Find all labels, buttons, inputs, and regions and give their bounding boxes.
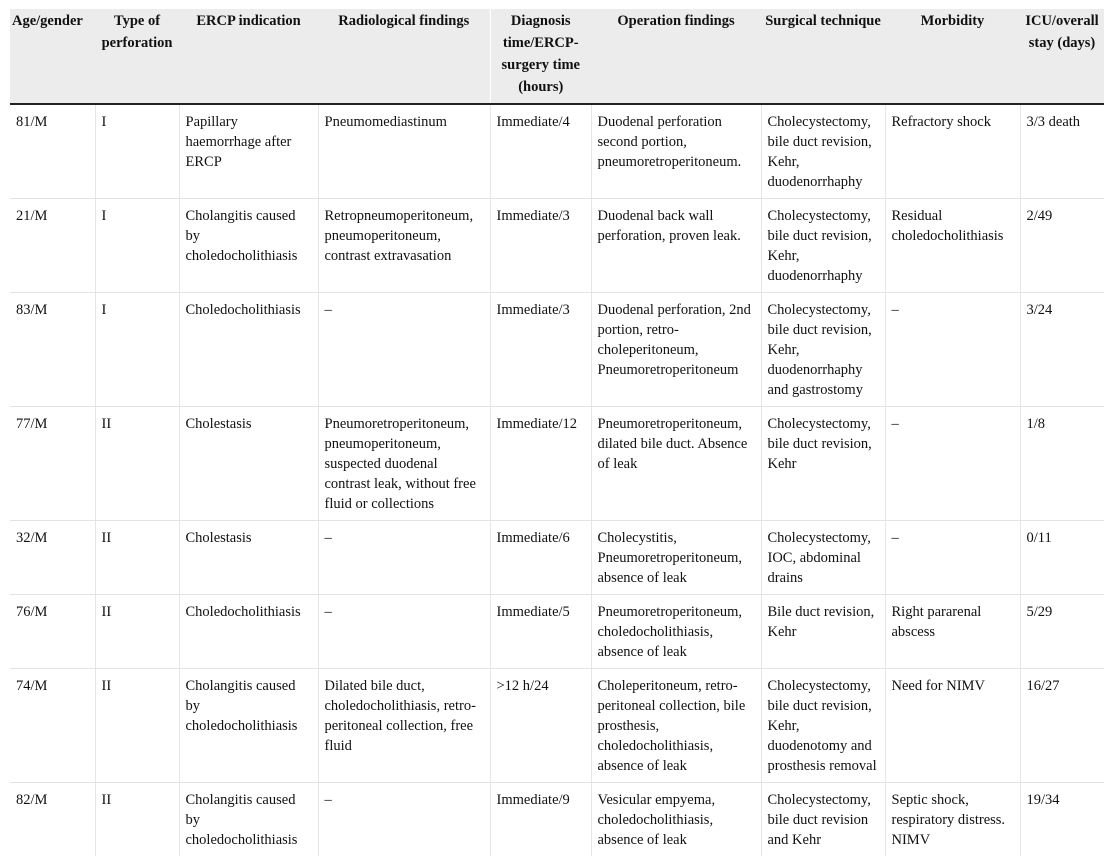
header-operation-findings: Operation findings (591, 9, 761, 104)
cell-ercp-indication: Papillary haemorrhage after ERCP (179, 104, 318, 199)
cell-diagnosis-time: Immediate/12 (490, 407, 591, 521)
table-container (10, 9, 1104, 837)
cell-perforation-type: II (95, 595, 179, 669)
cell-icu-overall-stay: 0/11 (1020, 521, 1104, 595)
header-icu-overall-stay: ICU/overall stay (days) (1020, 9, 1104, 104)
cell-radiological-findings: – (318, 783, 490, 856)
cell-surgical-technique: Cholecystectomy, IOC, abdominal drains (761, 521, 885, 595)
cell-diagnosis-time: Immediate/6 (490, 521, 591, 595)
cell-perforation-type: II (95, 783, 179, 856)
cell-morbidity: – (885, 407, 1020, 521)
cell-morbidity: Need for NIMV (885, 669, 1020, 783)
cell-ercp-indication: Cholestasis (179, 407, 318, 521)
table-row (10, 407, 1104, 521)
cell-icu-overall-stay: 2/49 (1020, 199, 1104, 293)
cell-morbidity: – (885, 293, 1020, 407)
cell-radiological-findings: Pneumoretroperitoneum, pneumoperitoneum, suspected duodenal contrast leak, without free fluid or collections (318, 407, 490, 521)
header-radiological-findings: Radiological findings (318, 9, 490, 104)
cell-diagnosis-time: Immediate/9 (490, 783, 591, 856)
cell-operation-findings: Cholecystitis, Pneumoretroperitoneum, absence of leak (591, 521, 761, 595)
table-row (10, 199, 1104, 293)
cell-diagnosis-time: Immediate/4 (490, 104, 591, 199)
cell-operation-findings: Duodenal perforation, 2nd portion, retro-choleperitoneum, Pneumoretroperitoneum (591, 293, 761, 407)
cell-surgical-technique: Cholecystectomy, bile duct revision, Kehr (761, 407, 885, 521)
cell-icu-overall-stay: 3/24 (1020, 293, 1104, 407)
table-body (10, 104, 1104, 856)
cell-perforation-type: II (95, 407, 179, 521)
header-ercp-indication: ERCP indication (179, 9, 318, 104)
table-row (10, 293, 1104, 407)
cell-perforation-type: I (95, 199, 179, 293)
cell-surgical-technique: Cholecystectomy, bile duct revision and Kehr (761, 783, 885, 856)
cell-ercp-indication: Choledocholithiasis (179, 595, 318, 669)
table-row (10, 669, 1104, 783)
cell-surgical-technique: Cholecystectomy, bile duct revision, Kehr, duodenorrhaphy (761, 104, 885, 199)
cell-perforation-type: II (95, 669, 179, 783)
cell-icu-overall-stay: 19/34 (1020, 783, 1104, 856)
cell-icu-overall-stay: 1/8 (1020, 407, 1104, 521)
cell-age-gender: 83/M (10, 293, 95, 407)
cell-morbidity: Right pararenal abscess (885, 595, 1020, 669)
cell-surgical-technique: Bile duct revision, Kehr (761, 595, 885, 669)
cell-morbidity: Refractory shock (885, 104, 1020, 199)
perforation-cases-table (10, 9, 1104, 856)
cell-icu-overall-stay: 5/29 (1020, 595, 1104, 669)
header-age-gender: Age/gender (10, 9, 95, 104)
cell-diagnosis-time: Immediate/3 (490, 199, 591, 293)
cell-radiological-findings: – (318, 595, 490, 669)
cell-perforation-type: I (95, 104, 179, 199)
cell-perforation-type: I (95, 293, 179, 407)
header-surgical-technique: Surgical technique (761, 9, 885, 104)
cell-ercp-indication: Cholangitis caused by choledocholithiasis (179, 669, 318, 783)
cell-operation-findings: Duodenal perforation second portion, pneumoretroperitoneum. (591, 104, 761, 199)
cell-surgical-technique: Cholecystectomy, bile duct revision, Kehr, duodenorrhaphy (761, 199, 885, 293)
cell-radiological-findings: Retropneumoperitoneum, pneumoperitoneum, contrast extravasation (318, 199, 490, 293)
cell-age-gender: 74/M (10, 669, 95, 783)
cell-age-gender: 76/M (10, 595, 95, 669)
cell-radiological-findings: Dilated bile duct, choledocholithiasis, retro-peritoneal collection, free fluid (318, 669, 490, 783)
cell-operation-findings: Vesicular empyema, choledocholithiasis, absence of leak (591, 783, 761, 856)
cell-operation-findings: Choleperitoneum, retro-peritoneal collection, bile prosthesis, choledocholithiasis, absence of leak (591, 669, 761, 783)
header-type-of-perforation: Type of perforation (95, 9, 179, 104)
cell-radiological-findings: Pneumomediastinum (318, 104, 490, 199)
cell-diagnosis-time: Immediate/5 (490, 595, 591, 669)
cell-morbidity: Residual choledocholithiasis (885, 199, 1020, 293)
cell-diagnosis-time: Immediate/3 (490, 293, 591, 407)
cell-surgical-technique: Cholecystectomy, bile duct revision, Kehr, duodenotomy and prosthesis removal (761, 669, 885, 783)
cell-age-gender: 77/M (10, 407, 95, 521)
cell-radiological-findings: – (318, 293, 490, 407)
cell-ercp-indication: Cholangitis caused by choledocholithiasis (179, 783, 318, 856)
table-row (10, 521, 1104, 595)
cell-operation-findings: Pneumoretroperitoneum, dilated bile duct. Absence of leak (591, 407, 761, 521)
cell-ercp-indication: Cholestasis (179, 521, 318, 595)
cell-ercp-indication: Choledocholithiasis (179, 293, 318, 407)
cell-surgical-technique: Cholecystectomy, bile duct revision, Kehr, duodenorrhaphy and gastrostomy (761, 293, 885, 407)
cell-morbidity: Septic shock, respiratory distress. NIMV (885, 783, 1020, 856)
cell-age-gender: 32/M (10, 521, 95, 595)
header-morbidity: Morbidity (885, 9, 1020, 104)
table-header (10, 9, 1104, 104)
cell-perforation-type: II (95, 521, 179, 595)
cell-operation-findings: Duodenal back wall perforation, proven leak. (591, 199, 761, 293)
cell-morbidity: – (885, 521, 1020, 595)
header-diagnosis-time: Diagnosis time/ERCP-surgery time (hours) (490, 9, 591, 104)
cell-diagnosis-time: >12 h/24 (490, 669, 591, 783)
table-row (10, 595, 1104, 669)
cell-radiological-findings: – (318, 521, 490, 595)
table-row (10, 783, 1104, 856)
cell-operation-findings: Pneumoretroperitoneum, choledocholithiasis, absence of leak (591, 595, 761, 669)
cell-icu-overall-stay: 16/27 (1020, 669, 1104, 783)
cell-age-gender: 21/M (10, 199, 95, 293)
cell-icu-overall-stay: 3/3 death (1020, 104, 1104, 199)
cell-age-gender: 82/M (10, 783, 95, 856)
cell-ercp-indication: Cholangitis caused by choledocholithiasis (179, 199, 318, 293)
table-row (10, 104, 1104, 199)
cell-age-gender: 81/M (10, 104, 95, 199)
